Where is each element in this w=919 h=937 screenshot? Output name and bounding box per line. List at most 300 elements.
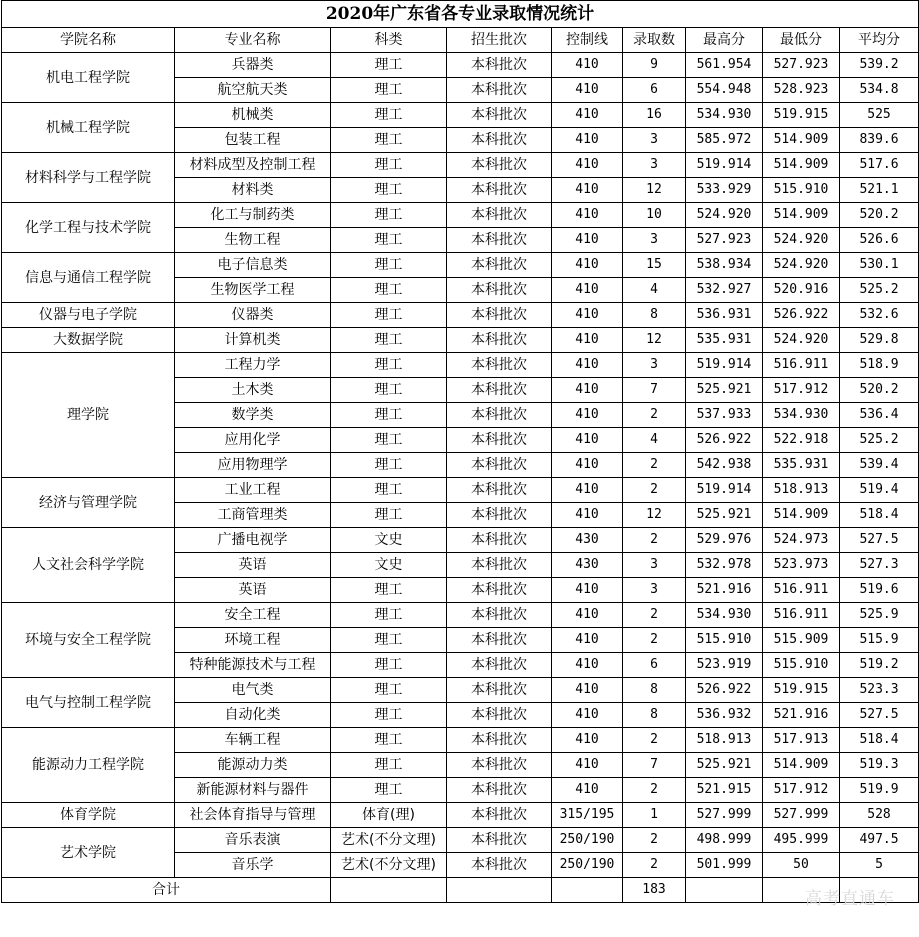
college-cell: 材料科学与工程学院 <box>2 153 175 203</box>
max-score-cell: 515.910 <box>686 628 763 653</box>
control-line-cell: 250/190 <box>552 828 623 853</box>
batch-cell: 本科批次 <box>447 853 552 878</box>
avg-score-cell: 521.1 <box>840 178 919 203</box>
table-row <box>2 803 919 828</box>
major-cell: 数学类 <box>175 403 331 428</box>
major-cell: 英语 <box>175 578 331 603</box>
major-cell: 土木类 <box>175 378 331 403</box>
max-score-cell: 585.972 <box>686 128 763 153</box>
min-score-cell: 514.909 <box>763 128 840 153</box>
avg-score-cell: 520.2 <box>840 203 919 228</box>
min-score-cell: 524.973 <box>763 528 840 553</box>
subject-cell: 理工 <box>331 303 447 328</box>
control-line-cell: 410 <box>552 128 623 153</box>
table-row <box>2 603 919 628</box>
min-score-cell: 524.920 <box>763 253 840 278</box>
admitted-count-cell: 3 <box>623 228 686 253</box>
control-line-cell: 250/190 <box>552 853 623 878</box>
control-line-cell: 410 <box>552 578 623 603</box>
control-line-cell: 410 <box>552 753 623 778</box>
column-header: 录取数 <box>623 28 686 53</box>
control-line-cell: 410 <box>552 378 623 403</box>
batch-cell: 本科批次 <box>447 553 552 578</box>
max-score-cell: 524.920 <box>686 203 763 228</box>
major-cell: 工程力学 <box>175 353 331 378</box>
major-cell: 能源动力类 <box>175 753 331 778</box>
subject-cell: 理工 <box>331 728 447 753</box>
college-cell: 机电工程学院 <box>2 53 175 103</box>
avg-score-cell: 518.4 <box>840 503 919 528</box>
batch-cell: 本科批次 <box>447 828 552 853</box>
column-header: 科类 <box>331 28 447 53</box>
min-score-cell: 520.916 <box>763 278 840 303</box>
subject-cell: 艺术(不分文理) <box>331 828 447 853</box>
subject-cell: 理工 <box>331 628 447 653</box>
min-score-cell: 517.912 <box>763 378 840 403</box>
min-score-cell: 527.923 <box>763 53 840 78</box>
max-score-cell: 533.929 <box>686 178 763 203</box>
max-score-cell: 525.921 <box>686 378 763 403</box>
subject-cell: 理工 <box>331 778 447 803</box>
subject-cell: 文史 <box>331 528 447 553</box>
college-cell: 电气与控制工程学院 <box>2 678 175 728</box>
total-admitted: 183 <box>623 878 686 903</box>
max-score-cell: 525.921 <box>686 503 763 528</box>
subject-cell: 理工 <box>331 378 447 403</box>
admitted-count-cell: 8 <box>623 678 686 703</box>
batch-cell: 本科批次 <box>447 403 552 428</box>
admitted-count-cell: 7 <box>623 753 686 778</box>
max-score-cell: 521.916 <box>686 578 763 603</box>
max-score-cell: 501.999 <box>686 853 763 878</box>
admitted-count-cell: 2 <box>623 603 686 628</box>
major-cell: 材料成型及控制工程 <box>175 153 331 178</box>
major-cell: 生物医学工程 <box>175 278 331 303</box>
min-score-cell: 534.930 <box>763 403 840 428</box>
control-line-cell: 410 <box>552 178 623 203</box>
admitted-count-cell: 3 <box>623 578 686 603</box>
college-cell: 经济与管理学院 <box>2 478 175 528</box>
avg-score-cell: 528 <box>840 803 919 828</box>
avg-score-cell: 539.4 <box>840 453 919 478</box>
max-score-cell: 534.930 <box>686 103 763 128</box>
admitted-count-cell: 9 <box>623 53 686 78</box>
batch-cell: 本科批次 <box>447 628 552 653</box>
table-row <box>2 328 919 353</box>
avg-score-cell: 519.6 <box>840 578 919 603</box>
max-score-cell: 554.948 <box>686 78 763 103</box>
subject-cell: 理工 <box>331 253 447 278</box>
admitted-count-cell: 2 <box>623 628 686 653</box>
column-header: 学院名称 <box>2 28 175 53</box>
max-score-cell: 534.930 <box>686 603 763 628</box>
admitted-count-cell: 6 <box>623 78 686 103</box>
subject-cell: 理工 <box>331 353 447 378</box>
avg-score-cell: 534.8 <box>840 78 919 103</box>
max-score-cell: 535.931 <box>686 328 763 353</box>
admitted-count-cell: 3 <box>623 128 686 153</box>
college-cell: 能源动力工程学院 <box>2 728 175 803</box>
major-cell: 新能源材料与器件 <box>175 778 331 803</box>
major-cell: 化工与制药类 <box>175 203 331 228</box>
min-score-cell: 517.913 <box>763 728 840 753</box>
batch-cell: 本科批次 <box>447 228 552 253</box>
avg-score-cell: 525.2 <box>840 278 919 303</box>
avg-score-cell: 526.6 <box>840 228 919 253</box>
avg-score-cell: 519.9 <box>840 778 919 803</box>
major-cell: 计算机类 <box>175 328 331 353</box>
min-score-cell: 516.911 <box>763 603 840 628</box>
batch-cell: 本科批次 <box>447 678 552 703</box>
admitted-count-cell: 10 <box>623 203 686 228</box>
min-score-cell: 514.909 <box>763 153 840 178</box>
avg-score-cell: 527.5 <box>840 703 919 728</box>
admitted-count-cell: 4 <box>623 428 686 453</box>
admitted-count-cell: 2 <box>623 453 686 478</box>
max-score-cell: 518.913 <box>686 728 763 753</box>
subject-cell: 理工 <box>331 228 447 253</box>
major-cell: 车辆工程 <box>175 728 331 753</box>
major-cell: 工商管理类 <box>175 503 331 528</box>
avg-score-cell: 839.6 <box>840 128 919 153</box>
admitted-count-cell: 2 <box>623 528 686 553</box>
major-cell: 音乐表演 <box>175 828 331 853</box>
avg-score-cell: 527.3 <box>840 553 919 578</box>
column-header: 最低分 <box>763 28 840 53</box>
avg-score-cell: 523.3 <box>840 678 919 703</box>
batch-cell: 本科批次 <box>447 803 552 828</box>
major-cell: 英语 <box>175 553 331 578</box>
admitted-count-cell: 3 <box>623 153 686 178</box>
min-score-cell: 527.999 <box>763 803 840 828</box>
subject-cell: 文史 <box>331 553 447 578</box>
control-line-cell: 410 <box>552 428 623 453</box>
table-row <box>2 478 919 503</box>
admitted-count-cell: 2 <box>623 828 686 853</box>
max-score-cell: 536.931 <box>686 303 763 328</box>
batch-cell: 本科批次 <box>447 328 552 353</box>
control-line-cell: 410 <box>552 453 623 478</box>
control-line-cell: 410 <box>552 678 623 703</box>
batch-cell: 本科批次 <box>447 578 552 603</box>
college-cell: 大数据学院 <box>2 328 175 353</box>
max-score-cell: 532.927 <box>686 278 763 303</box>
batch-cell: 本科批次 <box>447 653 552 678</box>
min-score-cell: 522.918 <box>763 428 840 453</box>
batch-cell: 本科批次 <box>447 603 552 628</box>
major-cell: 工业工程 <box>175 478 331 503</box>
avg-score-cell: 532.6 <box>840 303 919 328</box>
control-line-cell: 410 <box>552 353 623 378</box>
major-cell: 音乐学 <box>175 853 331 878</box>
min-score-cell: 517.912 <box>763 778 840 803</box>
empty-cell <box>686 878 763 903</box>
avg-score-cell: 5 <box>840 853 919 878</box>
max-score-cell: 498.999 <box>686 828 763 853</box>
min-score-cell: 514.909 <box>763 503 840 528</box>
control-line-cell: 315/195 <box>552 803 623 828</box>
college-cell: 化学工程与技术学院 <box>2 203 175 253</box>
subject-cell: 理工 <box>331 153 447 178</box>
batch-cell: 本科批次 <box>447 478 552 503</box>
admitted-count-cell: 12 <box>623 178 686 203</box>
major-cell: 材料类 <box>175 178 331 203</box>
max-score-cell: 527.999 <box>686 803 763 828</box>
avg-score-cell: 519.3 <box>840 753 919 778</box>
major-cell: 兵器类 <box>175 53 331 78</box>
min-score-cell: 524.920 <box>763 328 840 353</box>
avg-score-cell: 497.5 <box>840 828 919 853</box>
avg-score-cell: 539.2 <box>840 53 919 78</box>
max-score-cell: 526.922 <box>686 678 763 703</box>
avg-score-cell: 519.4 <box>840 478 919 503</box>
admitted-count-cell: 16 <box>623 103 686 128</box>
max-score-cell: 519.914 <box>686 353 763 378</box>
max-score-cell: 532.978 <box>686 553 763 578</box>
subject-cell: 理工 <box>331 328 447 353</box>
column-header: 最高分 <box>686 28 763 53</box>
max-score-cell: 519.914 <box>686 153 763 178</box>
college-cell: 环境与安全工程学院 <box>2 603 175 678</box>
admitted-count-cell: 8 <box>623 703 686 728</box>
major-cell: 环境工程 <box>175 628 331 653</box>
avg-score-cell: 515.9 <box>840 628 919 653</box>
min-score-cell: 519.915 <box>763 678 840 703</box>
max-score-cell: 536.932 <box>686 703 763 728</box>
subject-cell: 理工 <box>331 678 447 703</box>
control-line-cell: 410 <box>552 278 623 303</box>
major-cell: 社会体育指导与管理 <box>175 803 331 828</box>
min-score-cell: 515.910 <box>763 178 840 203</box>
table-row <box>2 303 919 328</box>
subject-cell: 理工 <box>331 128 447 153</box>
max-score-cell: 523.919 <box>686 653 763 678</box>
major-cell: 安全工程 <box>175 603 331 628</box>
batch-cell: 本科批次 <box>447 53 552 78</box>
major-cell: 自动化类 <box>175 703 331 728</box>
admitted-count-cell: 3 <box>623 353 686 378</box>
college-cell: 艺术学院 <box>2 828 175 878</box>
admitted-count-cell: 12 <box>623 503 686 528</box>
max-score-cell: 561.954 <box>686 53 763 78</box>
batch-cell: 本科批次 <box>447 203 552 228</box>
min-score-cell: 523.973 <box>763 553 840 578</box>
control-line-cell: 410 <box>552 78 623 103</box>
table-row <box>2 728 919 753</box>
major-cell: 应用物理学 <box>175 453 331 478</box>
subject-cell: 理工 <box>331 578 447 603</box>
min-score-cell: 515.910 <box>763 653 840 678</box>
min-score-cell: 535.931 <box>763 453 840 478</box>
control-line-cell: 410 <box>552 603 623 628</box>
major-cell: 应用化学 <box>175 428 331 453</box>
min-score-cell: 516.911 <box>763 353 840 378</box>
table-row <box>2 153 919 178</box>
subject-cell: 理工 <box>331 103 447 128</box>
table-title: 2020年广东省各专业录取情况统计 <box>2 1 919 28</box>
admitted-count-cell: 2 <box>623 728 686 753</box>
control-line-cell: 410 <box>552 53 623 78</box>
admitted-count-cell: 2 <box>623 478 686 503</box>
major-cell: 电气类 <box>175 678 331 703</box>
batch-cell: 本科批次 <box>447 128 552 153</box>
max-score-cell: 526.922 <box>686 428 763 453</box>
table-row <box>2 353 919 378</box>
min-score-cell: 515.909 <box>763 628 840 653</box>
subject-cell: 理工 <box>331 603 447 628</box>
batch-cell: 本科批次 <box>447 503 552 528</box>
subject-cell: 理工 <box>331 478 447 503</box>
batch-cell: 本科批次 <box>447 353 552 378</box>
total-label: 合计 <box>2 878 331 903</box>
table-row <box>2 53 919 78</box>
control-line-cell: 410 <box>552 703 623 728</box>
batch-cell: 本科批次 <box>447 728 552 753</box>
min-score-cell: 526.922 <box>763 303 840 328</box>
subject-cell: 理工 <box>331 503 447 528</box>
major-cell: 广播电视学 <box>175 528 331 553</box>
max-score-cell: 525.921 <box>686 753 763 778</box>
max-score-cell: 542.938 <box>686 453 763 478</box>
subject-cell: 理工 <box>331 53 447 78</box>
table-row <box>2 203 919 228</box>
table-row <box>2 103 919 128</box>
avg-score-cell: 527.5 <box>840 528 919 553</box>
min-score-cell: 518.913 <box>763 478 840 503</box>
control-line-cell: 410 <box>552 653 623 678</box>
batch-cell: 本科批次 <box>447 428 552 453</box>
empty-cell <box>552 878 623 903</box>
college-cell: 体育学院 <box>2 803 175 828</box>
batch-cell: 本科批次 <box>447 303 552 328</box>
batch-cell: 本科批次 <box>447 528 552 553</box>
admitted-count-cell: 15 <box>623 253 686 278</box>
min-score-cell: 514.909 <box>763 203 840 228</box>
table-body <box>2 53 919 903</box>
avg-score-cell: 529.8 <box>840 328 919 353</box>
batch-cell: 本科批次 <box>447 153 552 178</box>
control-line-cell: 410 <box>552 228 623 253</box>
control-line-cell: 410 <box>552 503 623 528</box>
admitted-count-cell: 4 <box>623 278 686 303</box>
min-score-cell: 514.909 <box>763 753 840 778</box>
batch-cell: 本科批次 <box>447 703 552 728</box>
control-line-cell: 430 <box>552 528 623 553</box>
college-cell: 机械工程学院 <box>2 103 175 153</box>
avg-score-cell: 519.2 <box>840 653 919 678</box>
table-row <box>2 528 919 553</box>
batch-cell: 本科批次 <box>447 378 552 403</box>
subject-cell: 理工 <box>331 278 447 303</box>
control-line-cell: 410 <box>552 403 623 428</box>
avg-score-cell: 517.6 <box>840 153 919 178</box>
subject-cell: 体育(理) <box>331 803 447 828</box>
control-line-cell: 410 <box>552 203 623 228</box>
table-row <box>2 253 919 278</box>
major-cell: 包装工程 <box>175 128 331 153</box>
column-header: 招生批次 <box>447 28 552 53</box>
college-cell: 信息与通信工程学院 <box>2 253 175 303</box>
admitted-count-cell: 8 <box>623 303 686 328</box>
max-score-cell: 537.933 <box>686 403 763 428</box>
subject-cell: 理工 <box>331 653 447 678</box>
empty-cell <box>447 878 552 903</box>
subject-cell: 理工 <box>331 203 447 228</box>
admitted-count-cell: 2 <box>623 853 686 878</box>
batch-cell: 本科批次 <box>447 278 552 303</box>
batch-cell: 本科批次 <box>447 778 552 803</box>
admitted-count-cell: 6 <box>623 653 686 678</box>
max-score-cell: 519.914 <box>686 478 763 503</box>
batch-cell: 本科批次 <box>447 178 552 203</box>
control-line-cell: 410 <box>552 778 623 803</box>
control-line-cell: 410 <box>552 153 623 178</box>
control-line-cell: 410 <box>552 328 623 353</box>
batch-cell: 本科批次 <box>447 78 552 103</box>
subject-cell: 理工 <box>331 178 447 203</box>
admitted-count-cell: 2 <box>623 403 686 428</box>
subject-cell: 理工 <box>331 78 447 103</box>
table-row <box>2 678 919 703</box>
major-cell: 电子信息类 <box>175 253 331 278</box>
min-score-cell: 521.916 <box>763 703 840 728</box>
admitted-count-cell: 3 <box>623 553 686 578</box>
admitted-count-cell: 2 <box>623 778 686 803</box>
min-score-cell: 50 <box>763 853 840 878</box>
min-score-cell: 524.920 <box>763 228 840 253</box>
batch-cell: 本科批次 <box>447 103 552 128</box>
header-row <box>2 28 919 53</box>
admitted-count-cell: 1 <box>623 803 686 828</box>
avg-score-cell: 536.4 <box>840 403 919 428</box>
avg-score-cell: 518.9 <box>840 353 919 378</box>
avg-score-cell: 530.1 <box>840 253 919 278</box>
empty-cell <box>331 878 447 903</box>
college-cell: 理学院 <box>2 353 175 478</box>
batch-cell: 本科批次 <box>447 753 552 778</box>
major-cell: 特种能源技术与工程 <box>175 653 331 678</box>
subject-cell: 理工 <box>331 703 447 728</box>
control-line-cell: 410 <box>552 253 623 278</box>
avg-score-cell: 525.9 <box>840 603 919 628</box>
subject-cell: 理工 <box>331 428 447 453</box>
major-cell: 仪器类 <box>175 303 331 328</box>
max-score-cell: 538.934 <box>686 253 763 278</box>
major-cell: 机械类 <box>175 103 331 128</box>
control-line-cell: 410 <box>552 628 623 653</box>
college-cell: 仪器与电子学院 <box>2 303 175 328</box>
table-row <box>2 828 919 853</box>
avg-score-cell: 520.2 <box>840 378 919 403</box>
admitted-count-cell: 12 <box>623 328 686 353</box>
min-score-cell: 519.915 <box>763 103 840 128</box>
max-score-cell: 521.915 <box>686 778 763 803</box>
college-cell: 人文社会科学学院 <box>2 528 175 603</box>
avg-score-cell: 525.2 <box>840 428 919 453</box>
control-line-cell: 410 <box>552 478 623 503</box>
watermark: 高考直通车 <box>805 889 895 909</box>
subject-cell: 艺术(不分文理) <box>331 853 447 878</box>
major-cell: 生物工程 <box>175 228 331 253</box>
batch-cell: 本科批次 <box>447 253 552 278</box>
avg-score-cell: 525 <box>840 103 919 128</box>
column-header: 专业名称 <box>175 28 331 53</box>
control-line-cell: 410 <box>552 728 623 753</box>
avg-score-cell: 518.4 <box>840 728 919 753</box>
admitted-count-cell: 7 <box>623 378 686 403</box>
title-row <box>2 1 919 28</box>
min-score-cell: 516.911 <box>763 578 840 603</box>
